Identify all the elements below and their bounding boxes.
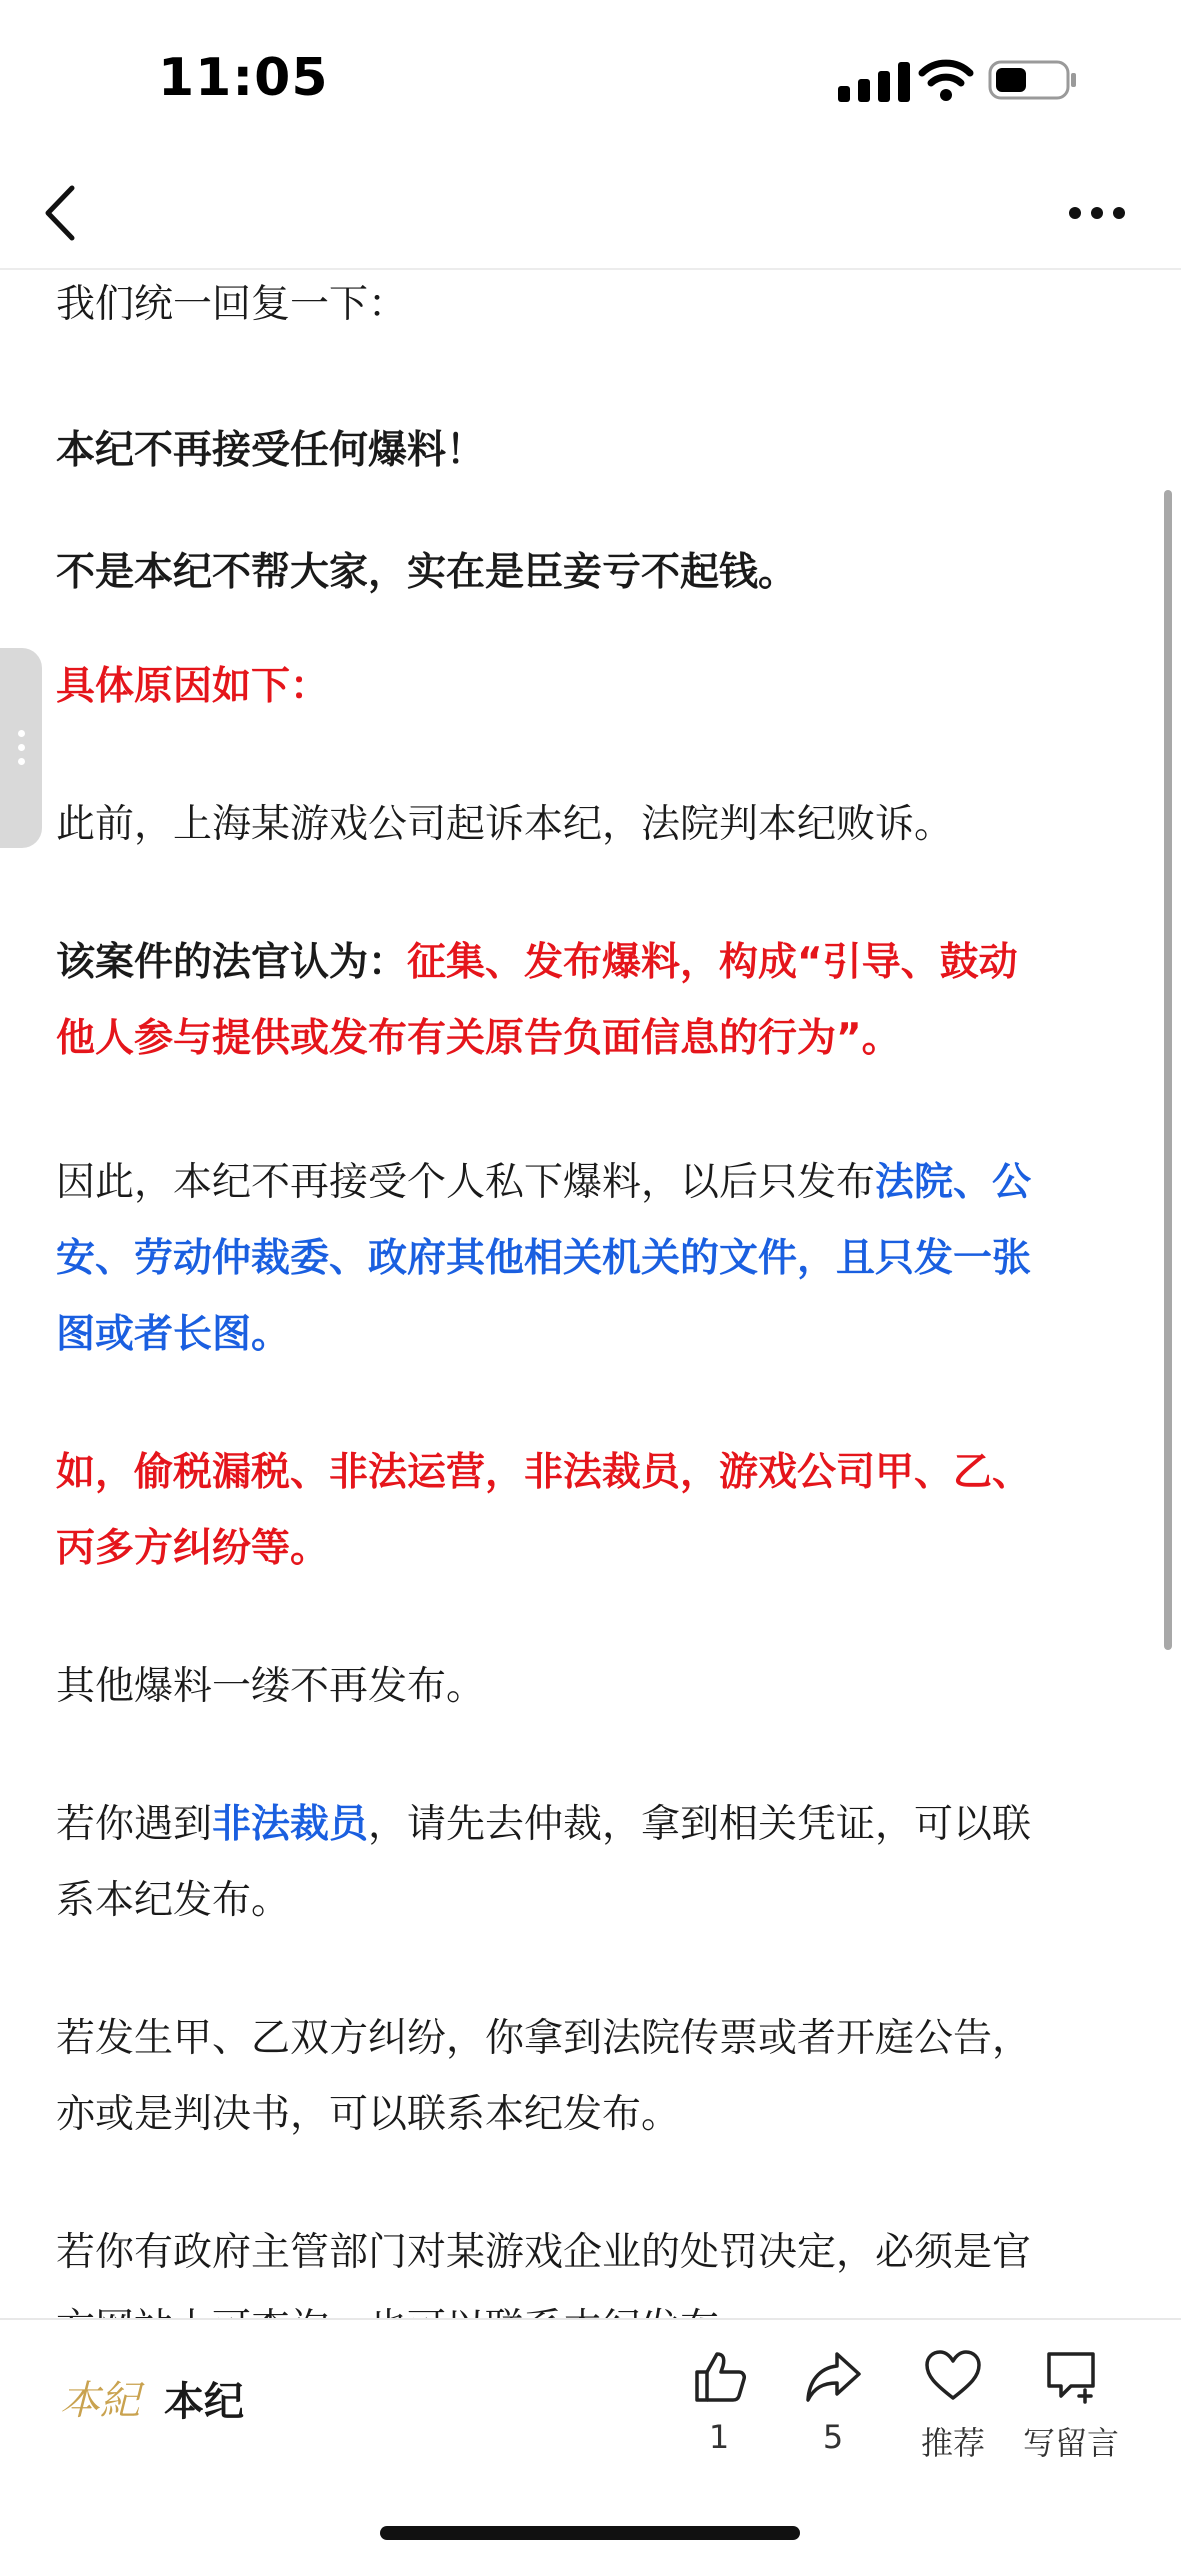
judge-opinion-quote: 征集、发布爆料，构成“引导、鼓动 xyxy=(407,940,1018,985)
paragraph-policy-line1 xyxy=(56,1146,1126,1220)
share-count: 5 xyxy=(822,2418,844,2456)
paragraph-judge-opinion-line2: 他人参与提供或发布有关原告负面信息的行为”。 xyxy=(56,1016,901,1061)
article-body xyxy=(56,268,1126,2318)
paragraph-no-other-tips: 其他爆料一缕不再发布。 xyxy=(56,1664,486,1709)
policy-lead: 因此，本纪不再接受个人私下爆料，以后只发布 xyxy=(56,1160,876,1205)
comment-add-icon xyxy=(1041,2346,1101,2406)
paragraph-lawsuit: 此前，上海某游戏公司起诉本纪，法院判本纪败诉。 xyxy=(56,802,954,847)
home-indicator[interactable] xyxy=(380,2526,800,2540)
paragraph-policy-line3: 图或者长图。 xyxy=(56,1312,291,1357)
layoff-lead: 若你遇到 xyxy=(56,1802,213,1847)
account-logo-icon[interactable] xyxy=(60,2368,144,2432)
layoff-tail: ，请先去仲裁，拿到相关凭证，可以联 xyxy=(368,1802,1032,1847)
status-time: 11:05 xyxy=(158,48,329,108)
write-comment-label: 写留言 xyxy=(1022,2424,1119,2462)
floating-side-handle[interactable] xyxy=(0,648,42,848)
paragraph-reason-statement: 不是本纪不帮大家，实在是臣妾亏不起钱。 xyxy=(56,550,798,595)
paragraph-examples-line2: 丙多方纠纷等。 xyxy=(56,1526,330,1571)
judge-opinion-lead: 该案件的法官认为： xyxy=(56,940,408,985)
wifi-icon xyxy=(918,58,974,102)
policy-sources-1: 法院、公 xyxy=(875,1160,1032,1205)
paragraph-dispute-line1: 若发生甲、乙双方纠纷，你拿到法院传票或者开庭公告， xyxy=(56,2016,1032,2061)
heart-icon xyxy=(923,2346,983,2406)
like-count: 1 xyxy=(708,2418,730,2456)
battery-icon xyxy=(988,58,1078,102)
paragraph-examples-line1: 如，偷税漏税、非法运营，非法裁员，游戏公司甲、乙、 xyxy=(56,1450,1032,1495)
recommend-button[interactable] xyxy=(898,2346,1008,2464)
thumbs-up-icon xyxy=(689,2346,749,2406)
status-bar xyxy=(0,0,1181,160)
write-comment-button[interactable] xyxy=(1016,2346,1126,2464)
paragraph-layoff-line2: 系本纪发布。 xyxy=(56,1878,291,1923)
paragraph-dispute-line2: 亦或是判决书，可以联系本纪发布。 xyxy=(56,2092,681,2137)
nav-bar xyxy=(0,160,1181,270)
paragraph-policy-line2: 安、劳动仲裁委、政府其他相关机关的文件，且只发一张 xyxy=(56,1236,1032,1281)
paragraph-no-tips: 本纪不再接受任何爆料！ xyxy=(56,428,486,473)
recommend-label: 推荐 xyxy=(920,2424,985,2462)
account-name[interactable]: 本纪 xyxy=(164,2379,244,2425)
share-arrow-icon xyxy=(803,2346,863,2406)
like-button[interactable] xyxy=(664,2346,774,2456)
svg-text:本紀: 本紀 xyxy=(60,2378,140,2424)
back-icon[interactable] xyxy=(40,182,80,244)
cellular-signal-icon xyxy=(838,62,910,102)
paragraph-reason-heading: 具体原因如下： xyxy=(56,664,330,709)
paragraph-judge-opinion-line1 xyxy=(56,926,1126,1000)
more-options-icon[interactable] xyxy=(1067,204,1127,222)
paragraph-penalty-line1: 若你有政府主管部门对某游戏企业的处罚决定，必须是官 xyxy=(56,2230,1032,2275)
scrollbar[interactable] xyxy=(1164,490,1172,1650)
paragraph-layoff-line1 xyxy=(56,1788,1126,1862)
share-button[interactable] xyxy=(778,2346,888,2456)
paragraph-intro: 我们统一回复一下： xyxy=(56,282,408,327)
layoff-highlight: 非法裁员 xyxy=(212,1802,369,1847)
